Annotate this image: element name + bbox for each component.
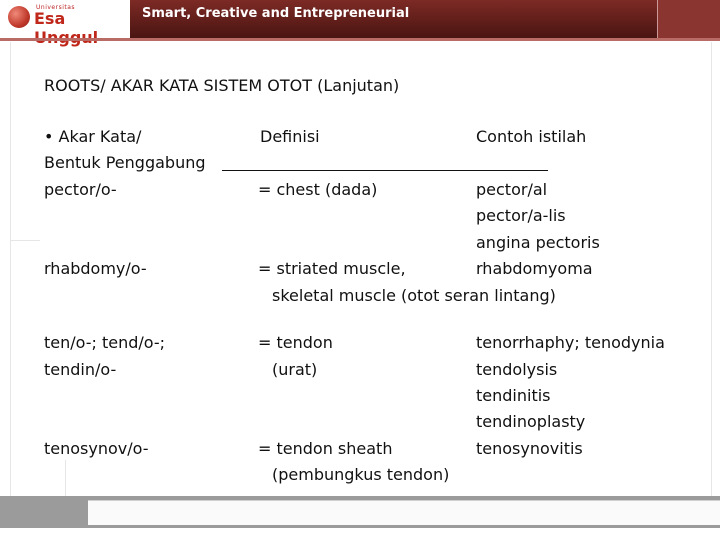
- example-cell: tenosynovitis: [476, 439, 583, 458]
- logo-small-text: Universitas: [36, 4, 76, 11]
- definition-cell: = chest (dada): [258, 180, 378, 199]
- column-header-root-line2: Bentuk Penggabung: [44, 153, 206, 172]
- column-header-examples: Contoh istilah: [476, 127, 587, 146]
- example-cell: tendinitis: [476, 386, 551, 405]
- root-cell: tenosynov/o-: [44, 439, 149, 458]
- decorative-line: [711, 42, 712, 512]
- definition-cell: (pembungkus tendon): [272, 465, 450, 484]
- example-cell: pector/a-lis: [476, 206, 566, 225]
- definition-cell: skeletal muscle (otot seran lintang): [272, 286, 556, 305]
- logo-area: [0, 0, 130, 38]
- example-cell: tenorrhaphy; tenodynia: [476, 333, 665, 352]
- root-cell: rhabdomy/o-: [44, 259, 147, 278]
- example-cell: tendolysis: [476, 360, 558, 379]
- decorative-line: [10, 240, 40, 241]
- root-cell: ten/o-; tend/o-;: [44, 333, 166, 352]
- root-cell: pector/o-: [44, 180, 117, 199]
- footer-panel: [88, 500, 720, 525]
- example-cell: rhabdomyoma: [476, 259, 593, 278]
- definition-cell: = striated muscle,: [258, 259, 406, 278]
- header-corner-block: [657, 0, 720, 38]
- tagline: Smart, Creative and Entrepreneurial: [142, 6, 410, 21]
- column-header-definition: Definisi: [260, 127, 320, 146]
- definition-cell: (urat): [272, 360, 318, 379]
- slide-title: ROOTS/ AKAR KATA SISTEM OTOT (Lanjutan): [44, 76, 400, 95]
- university-logo-icon: [8, 6, 30, 28]
- column-header-root: • Akar Kata/: [44, 127, 142, 146]
- example-cell: angina pectoris: [476, 233, 600, 252]
- root-cell: tendin/o-: [44, 360, 117, 379]
- logo-text: Esa: [34, 9, 66, 28]
- header-divider: [0, 38, 720, 41]
- definition-cell: = tendon: [258, 333, 333, 352]
- decorative-line: [10, 42, 11, 512]
- header-underline: [222, 170, 548, 171]
- definition-cell: = tendon sheath: [258, 439, 393, 458]
- example-cell: pector/al: [476, 180, 548, 199]
- example-cell: tendinoplasty: [476, 412, 586, 431]
